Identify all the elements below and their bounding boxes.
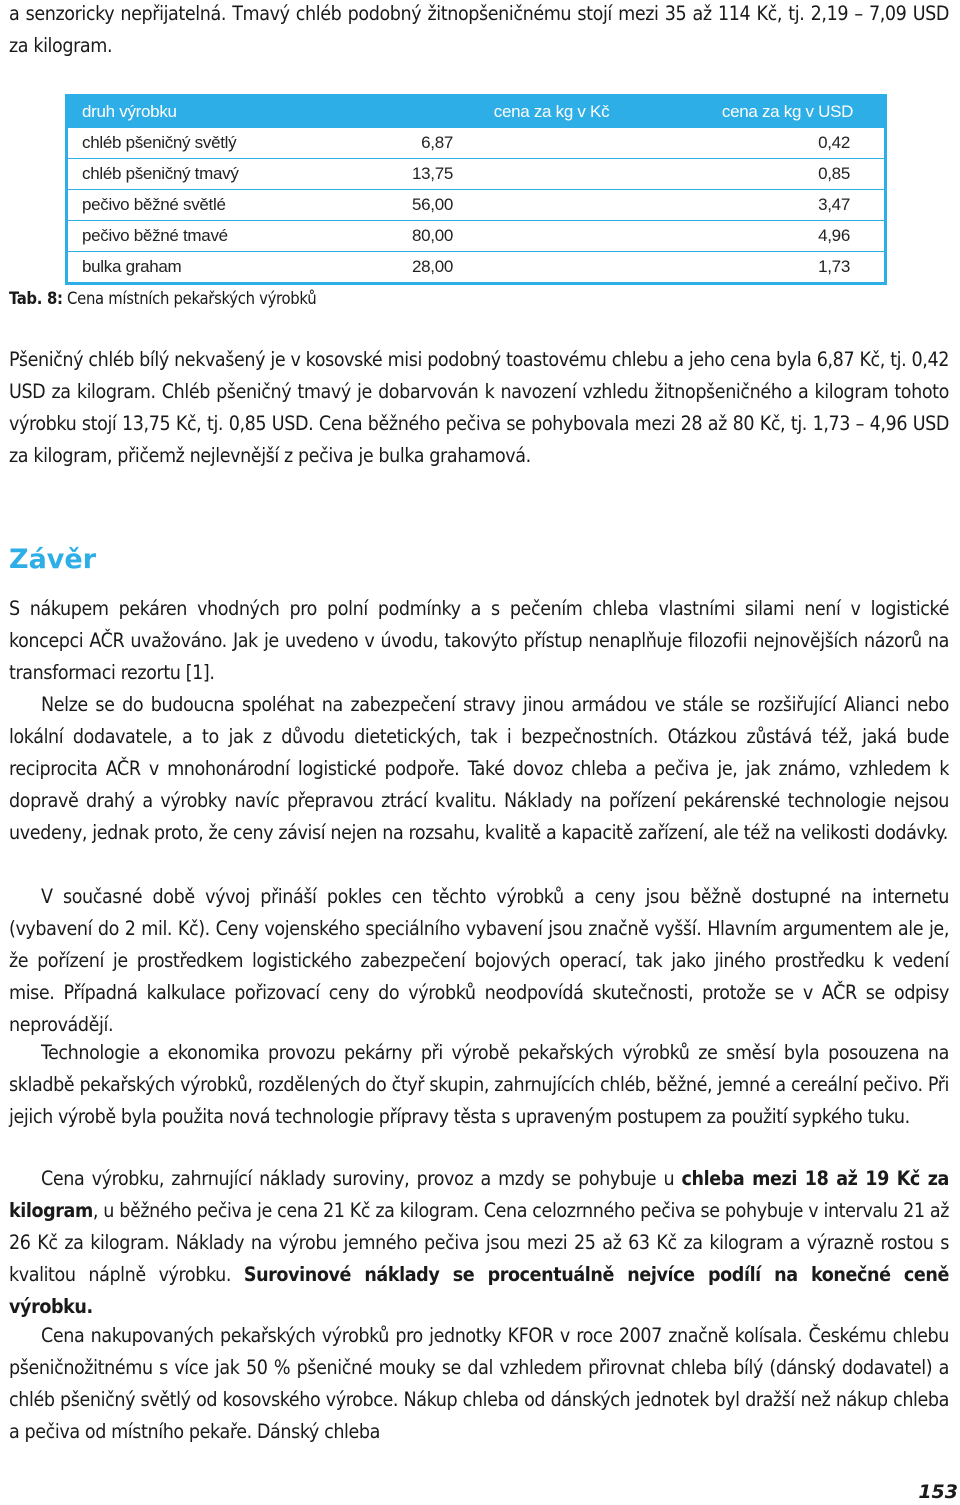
top-paragraph: a senzoricky nepřijatelná. Tmavý chléb podobný žitnopšeničnému stojí mezi 35 až 114 Kč, tj. 2,19 – 7,09 USD za kilogram.	[9, 2, 949, 57]
paragraph-3: V současné době vývoj přináší pokles cen těchto výrobků a ceny jsou běžně dostupné na internetu (vybavení do 2 mil. Kč). Ceny vojenského speciálního vybavení jsou značně vyšší. Hlavním argumentem ale je, že pořízení je prostředkem logistického zabezpečení bojových operací, tak jako jiného prostředku k vedení mise. Případná kalkulace pořizovací ceny do výrobků neodpovídá skutečnosti, protože se v AČR se odpisy neprovádějí.	[9, 885, 949, 1036]
price-table	[65, 94, 887, 285]
cell-product: bulka graham	[68, 252, 412, 283]
paragraph-1: S nákupem pekáren vhodných pro polní podmínky a s pečením chleba vlastními silami není v logistické koncepci AČR uvažováno. Jak je uvedeno v úvodu, takovýto přístup nenaplňuje filozofii nejnovějších názorů na transformaci rezortu [1].	[9, 597, 949, 684]
cell-product: pečivo běžné tmavé	[68, 221, 412, 252]
caption-text: Cena místních pekařských výrobků	[62, 289, 317, 308]
cell-price-usd: 0,85	[691, 159, 884, 190]
paragraph-2: Nelze se do budoucna spoléhat na zabezpečení stravy jinou armádou ve stále se rozšiřující Alianci nebo lokální dodavatele, a to jak z důvodu dietetických, tak i bezpečnostních. Otázkou zůstává též, jaká bude reciprocita AČR v mnohonárodní logistické podpoře. Také dovoz chleba a pečiva je, jak známo, vzhledem k dopravě drahý a výrobky navíc přepravou ztrácí kvalitu. Náklady na pořízení pekárenské technologie nejsou uvedeny, jednak proto, že ceny závisí nejen na rozsahu, kvalitě a kapacitě zařízení, ale též na velikosti dodávky.	[9, 693, 949, 844]
page-number: 153	[918, 1481, 958, 1503]
section-heading: Závěr	[9, 544, 97, 575]
paragraph-5-bold-price: chleba mezi 18 až 19 Kč za kilogram	[9, 1167, 949, 1222]
cell-price-czk: 80,00	[412, 221, 691, 252]
cell-product: chléb pšeničný tmavý	[68, 159, 412, 190]
header-price-czk: cena za kg v Kč	[412, 97, 691, 128]
table-caption	[9, 287, 316, 311]
cell-price-czk: 13,75	[412, 159, 691, 190]
paragraph-5	[9, 1163, 949, 1323]
paragraph-after-table: Pšeničný chléb bílý nekvašený je v kosovské misi podobný toastovému chlebu a jeho cena byla 6,87 Kč, tj. 0,42 USD za kilogram. Chléb pšeničný tmavý je dobarvován k navození vzhledu žitnopšeničného a kilogram tohoto výrobku stojí 13,75 Kč, tj. 0,85 USD. Cena běžného pečiva se pohybovala mezi 28 až 80 Kč, tj. 1,73 – 4,96 USD za kilogram, přičemž nejlevnější z pečiva je bulka grahamová.	[9, 348, 949, 467]
price-table-grid	[68, 97, 884, 282]
table-header-row	[68, 97, 884, 128]
cell-price-usd: 1,73	[691, 252, 884, 283]
cell-price-czk: 28,00	[412, 252, 691, 283]
cell-price-czk: 56,00	[412, 190, 691, 221]
header-product: druh výrobku	[68, 97, 412, 128]
header-price-usd: cena za kg v USD	[691, 97, 884, 128]
paragraph-5-part-c: , u běžného pečiva je cena 21 Kč za kilogram. Cena celozrnného pečiva se pohybuje v intervalu 21 až 26 Kč za kilogram. Náklady na výrobu jemného pečiva jsou mezi 25 až 63 Kč za kilogram a výrazně rostou s kvalitou náplně výrobku.	[9, 1199, 949, 1286]
cell-product: chléb pšeničný světlý	[68, 128, 412, 159]
cell-price-usd: 3,47	[691, 190, 884, 221]
paragraph-5-bold-conclusion: Surovinové náklady se procentuálně nejvíce podílí na konečné ceně výrobku.	[9, 1263, 949, 1318]
table-row	[68, 159, 884, 190]
paragraph-4: Technologie a ekonomika provozu pekárny při výrobě pekařských výrobků ze směsí byla posouzena na skladbě pekařských výrobků, rozdělených do čtyř skupin, zahrnujících chléb, běžné, jemné a cereální pečivo. Při jejich výrobě byla použita nová technologie přípravy těsta s upraveným postupem za použití sypkého tuku.	[9, 1041, 949, 1128]
cell-price-usd: 0,42	[691, 128, 884, 159]
paragraph-6: Cena nakupovaných pekařských výrobků pro jednotky KFOR v roce 2007 značně kolísala. Českému chlebu pšeničnožitnému s více jak 50 % pšeničné mouky se dal vzhledem přirovnat chleba bílý (dánský dodavatel) a chléb pšeničný světlý od kosovského výrobce. Nákup chleba od dánských jednotek byl dražší než nákup chleba a pečiva od místního pekaře. Dánský chleba	[9, 1324, 949, 1443]
paragraph-5-part-a: Cena výrobku, zahrnující náklady suroviny, provoz a mzdy se pohybuje u	[41, 1167, 682, 1190]
table-row	[68, 221, 884, 252]
caption-label: Tab. 8:	[9, 289, 63, 308]
cell-price-usd: 4,96	[691, 221, 884, 252]
cell-price-czk: 6,87	[412, 128, 691, 159]
table-row	[68, 252, 884, 283]
table-row	[68, 128, 884, 159]
table-row	[68, 190, 884, 221]
cell-product: pečivo běžné světlé	[68, 190, 412, 221]
